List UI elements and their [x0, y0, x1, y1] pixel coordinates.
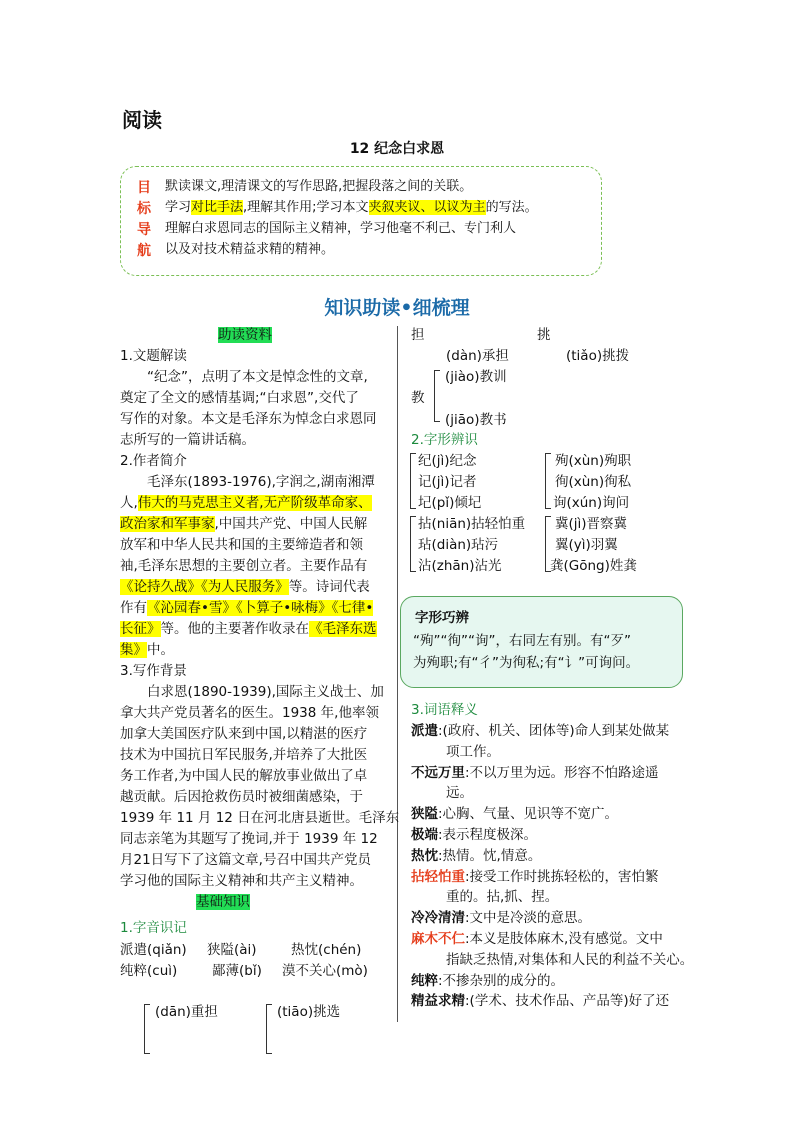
glyph-item: 记(jì)记者 — [418, 474, 477, 490]
pron-item: (dān)重担 — [155, 1004, 218, 1020]
glyph-item: 龚(Gōng)姓龚 — [550, 558, 637, 574]
definition-row — [411, 867, 659, 888]
pron-item: (tiǎo)挑拨 — [566, 348, 630, 364]
definition-row — [446, 742, 500, 763]
para-line: 月21日写下了这篇文章,号召中国共产党员 — [120, 852, 371, 868]
definition-term: 极端 — [411, 827, 438, 843]
definition-row — [446, 887, 558, 908]
glyph-item: 圮(pǐ)倾圮 — [418, 495, 482, 511]
glyph-item: 冀(jì)晋察冀 — [555, 516, 628, 532]
glyph-item: 纪(jì)纪念 — [418, 453, 477, 469]
brace — [410, 453, 416, 509]
definition-text: 指缺乏热情,对集体和人民的利益不关心。 — [446, 951, 694, 968]
definition-term: 纯粹 — [411, 972, 438, 989]
definition-term: 不远万里 — [411, 764, 465, 781]
char-dan: 担 — [411, 327, 425, 343]
definition-term: 派遣 — [411, 723, 438, 739]
para-line: 政治家和军事家,中国共产党、中国人民解 — [120, 516, 368, 532]
tip-title: 字形巧辨 — [415, 610, 469, 626]
definition-term: 拈轻怕重 — [411, 868, 465, 885]
definition-text: 项工作。 — [446, 743, 500, 760]
para-line: 越贡献。后因抢救伤员时被细菌感染，于 — [120, 789, 363, 805]
definition-row — [446, 950, 693, 971]
para-line: 集》中。 — [120, 642, 174, 658]
pron-item: (jiāo)教书 — [445, 412, 507, 428]
goal-line: 默读课文,理清课文的写作思路,把握段落之间的关联。 — [165, 179, 473, 194]
heading-r2: 2.字形辨识 — [411, 432, 478, 448]
definition-text: :热情。忱,情意。 — [438, 847, 542, 864]
pron-item: 漠不关心(mò) — [282, 963, 368, 979]
definition-row — [411, 825, 537, 846]
definition-text: :表示程度极深。 — [438, 827, 538, 843]
glyph-item: 殉(xùn)殉职 — [555, 453, 632, 469]
definition-row — [411, 721, 669, 742]
column-divider — [397, 326, 398, 1022]
glyph-item: 拈(niān)拈轻怕重 — [418, 516, 526, 532]
pron-item: (tiāo)挑选 — [277, 1004, 341, 1020]
heading-4: 1.字音识记 — [120, 920, 187, 936]
para-line: 毛泽东(1893-1976),字润之,湖南湘潭 — [147, 474, 375, 490]
glyph-item: 徇(xùn)徇私 — [555, 474, 632, 490]
definition-term: 热忱 — [411, 847, 438, 864]
definition-row — [411, 804, 618, 825]
tip-line: “殉”“徇”“询”，右同左有别。有“歹” — [413, 633, 631, 649]
para-line: 学习他的国际主义精神和共产主义精神。 — [120, 873, 363, 889]
definition-text: :(政府、机关、团体等)命人到某处做某 — [438, 723, 670, 739]
para-line: 长征》等。他的主要著作收录在《毛泽东选 — [120, 621, 377, 637]
para-line: “纪念”，点明了本文是悼念性的文章, — [147, 369, 368, 385]
para-line: 务工作者,为中国人民的解放事业做出了卓 — [120, 768, 368, 784]
brace — [410, 516, 416, 572]
definition-text: :文中是冷淡的意思。 — [465, 910, 592, 927]
brace — [434, 370, 440, 422]
para-line: 同志亲笔为其题写了挽词,并于 1939 年 12 — [120, 831, 378, 847]
pron-item: 纯粹(cuì) — [120, 963, 178, 979]
pron-item: 狭隘(ài) — [207, 942, 257, 958]
definition-text: :心胸、气量、见识等不宽广。 — [438, 806, 619, 823]
para-line: 作有《沁园春•雪》《卜算子•咏梅》《七律• — [120, 600, 374, 616]
heading-2: 2.作者简介 — [120, 453, 187, 469]
goals-box — [120, 166, 602, 276]
para-line: 人,伟大的马克思主义者,无产阶级革命家、 — [120, 495, 372, 511]
definition-term: 精益求精 — [411, 993, 465, 1010]
definition-term: 狭隘 — [411, 806, 438, 823]
glyph-item: 翼(yì)羽翼 — [555, 537, 618, 553]
definition-text: :不掺杂别的成分的。 — [438, 972, 565, 989]
para-line: 加拿大美国医疗队来到中国,以精湛的医疗 — [120, 726, 368, 742]
char-jiao: 教 — [411, 390, 425, 406]
definition-term: 麻木不仁 — [411, 931, 465, 947]
page-title: 阅读 — [122, 108, 162, 132]
tip-line: 为殉职;有“彳”为徇私;有“讠”可询问。 — [413, 655, 640, 671]
para-line: 拿大共产党员著名的医生。1938 年,他率领 — [120, 705, 379, 721]
section-title: 知识助读•细梳理 — [324, 297, 470, 319]
para-line: 写作的对象。本文是毛泽东为悼念白求恩同 — [120, 411, 377, 427]
definition-term: 冷冷清清 — [411, 910, 465, 927]
definition-row — [411, 908, 591, 929]
heading-3: 3.写作背景 — [120, 663, 187, 679]
pron-item: 鄙薄(bǐ) — [212, 963, 262, 979]
definition-row — [411, 971, 564, 992]
goal-char: 航 — [137, 243, 151, 259]
pron-item: 派遣(qiǎn) — [120, 942, 187, 958]
para-line: 袖,毛泽东思想的主要创立者。主要作品有 — [120, 558, 368, 574]
definition-text: 远。 — [446, 785, 473, 802]
definition-text: :(学术、技术作品、产品等)好了还 — [465, 993, 670, 1010]
brace — [266, 1004, 272, 1054]
para-line: 1939 年 11 月 12 日在河北唐县逝世。毛泽东 — [120, 810, 400, 826]
heading-1: 1.文题解读 — [120, 348, 187, 364]
brace — [144, 1004, 150, 1054]
goal-char: 目 — [137, 180, 151, 196]
definition-row — [411, 991, 669, 1012]
pron-item: (jiào)教训 — [445, 369, 507, 385]
heading-r3: 3.词语释义 — [411, 702, 478, 718]
definition-row — [446, 783, 473, 804]
para-line: 放军和中华人民共和国的主要缔造者和领 — [120, 537, 363, 553]
char-tiao: 挑 — [537, 327, 551, 343]
pron-item: (dàn)承担 — [446, 348, 509, 364]
goal-char: 导 — [137, 222, 151, 238]
goal-char: 标 — [137, 201, 151, 217]
para-line: 奠定了全文的感情基调;“白求恩”,交代了 — [120, 390, 359, 406]
para-line: 白求恩(1890-1939),国际主义战士、加 — [147, 684, 384, 700]
tip-box — [400, 596, 683, 688]
lesson-title: 12 纪念白求恩 — [349, 141, 445, 157]
definition-row — [411, 929, 663, 950]
goal-line: 理解白求恩同志的国际主义精神，学习他毫不利己、专门利人 — [165, 221, 517, 236]
jichu-heading: 基础知识 — [196, 894, 250, 910]
para-line: 《论持久战》《为人民服务》等。诗词代表 — [120, 579, 370, 595]
glyph-item: 玷(diàn)玷污 — [418, 537, 499, 553]
brace — [545, 453, 551, 509]
pron-item: 热忱(chén) — [291, 942, 362, 958]
zhudu-heading: 助读资料 — [218, 327, 272, 343]
definition-text: :不以万里为远。形容不怕路途遥 — [465, 764, 659, 781]
definition-text: 重的。拈,抓、捏。 — [446, 889, 559, 906]
glyph-item: 询(xún)询问 — [553, 495, 630, 511]
definition-text: :接受工作时挑拣轻松的，害怕繁 — [465, 868, 659, 885]
goal-line: 以及对技术精益求精的精神。 — [165, 242, 335, 257]
para-line: 技术为中国抗日军民服务,并培养了大批医 — [120, 747, 368, 763]
para-line: 志所写的一篇讲话稿。 — [120, 432, 255, 448]
definition-row — [411, 763, 659, 784]
definition-row — [411, 846, 541, 867]
definition-text: :本义是肢体麻木,没有感觉。文中 — [465, 931, 663, 947]
glyph-item: 沾(zhān)沾光 — [418, 558, 502, 574]
goal-line: 学习对比手法,理解其作用;学习本文夹叙夹议、以议为主的写法。 — [165, 200, 538, 215]
